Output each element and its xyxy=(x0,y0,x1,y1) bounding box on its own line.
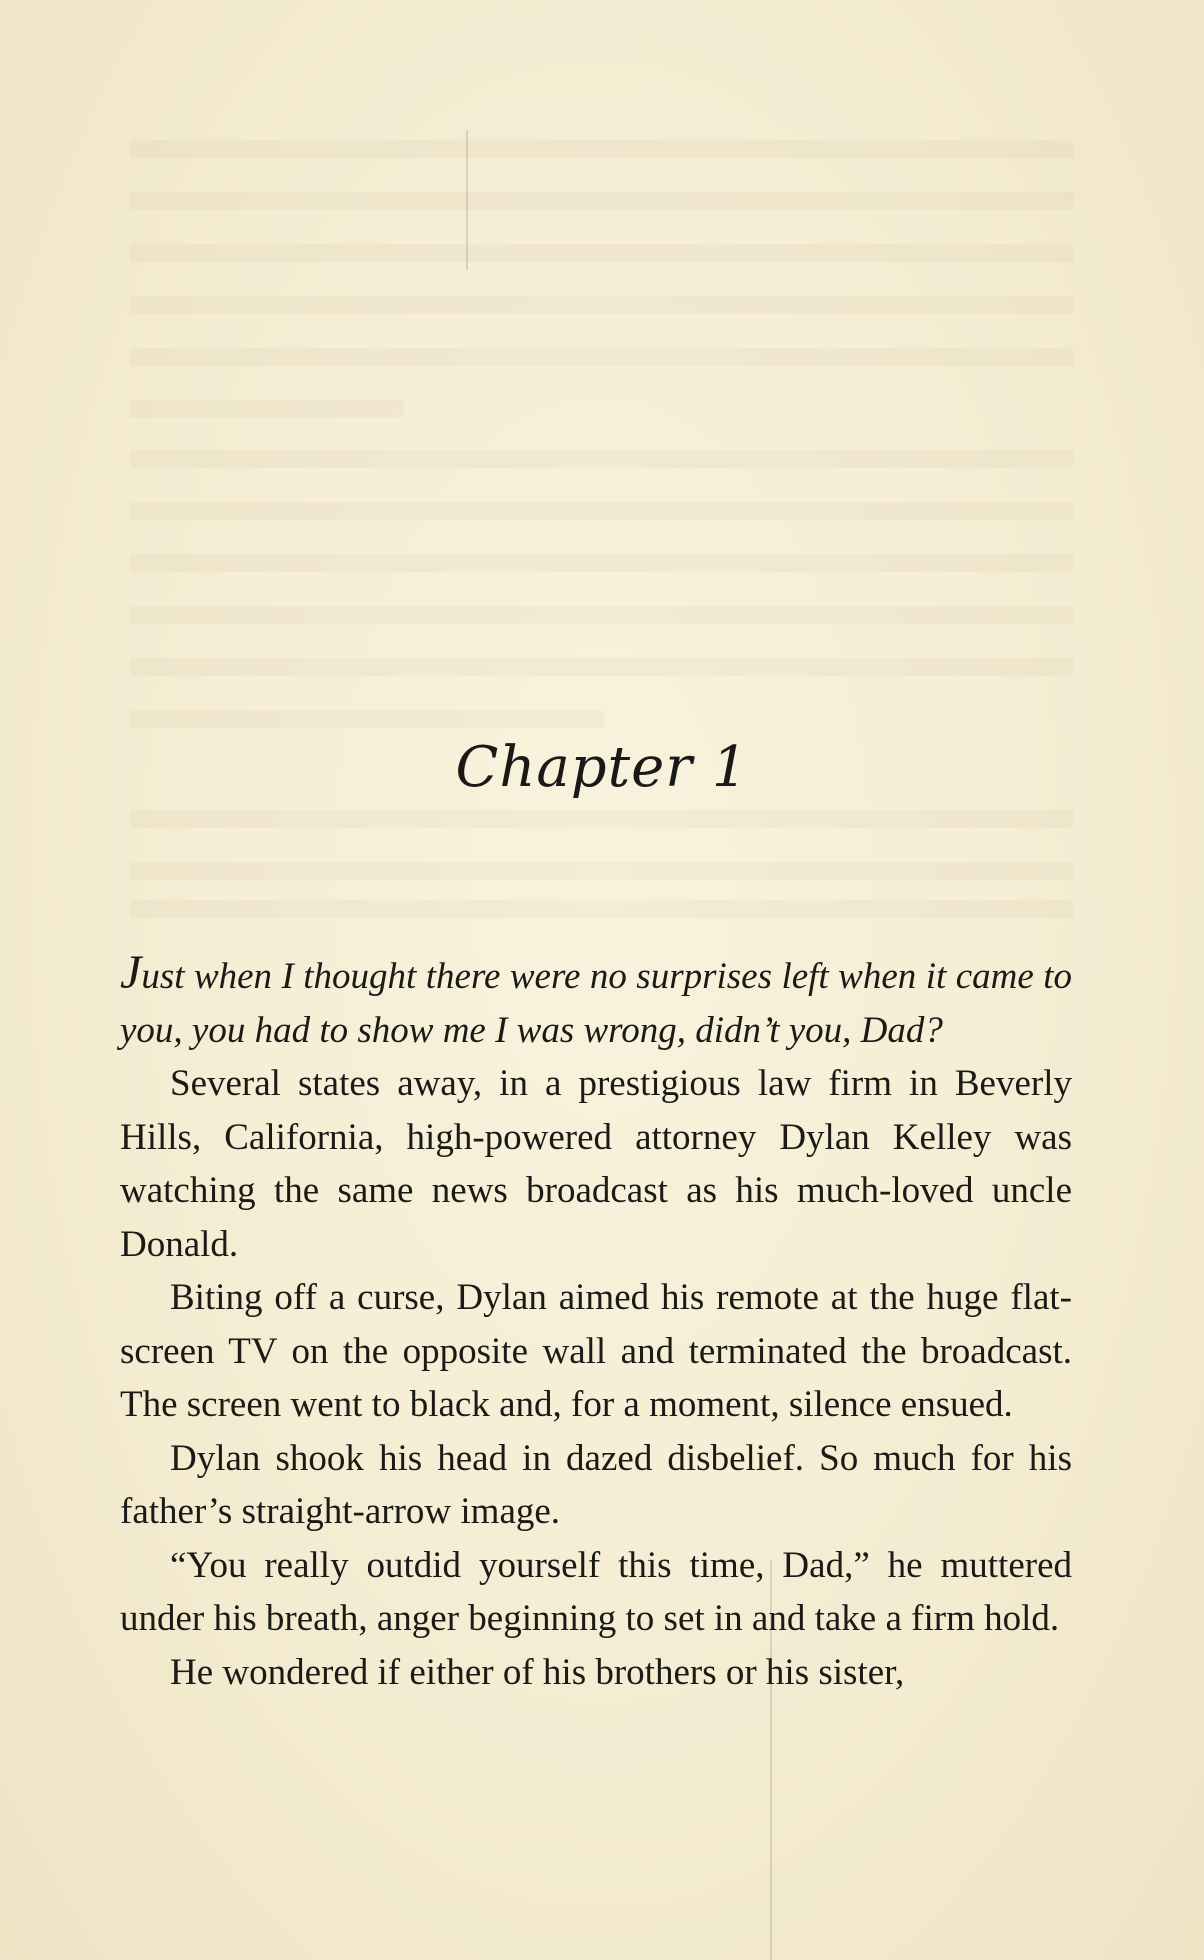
show-through-line xyxy=(130,400,404,418)
opening-text: ust when I thought there were no surprises left when it came to you, you had to show me I was wrong, didn’t you, Dad? xyxy=(120,956,1072,1051)
body-text xyxy=(120,946,1072,1699)
show-through-line xyxy=(130,296,1074,314)
show-through-line xyxy=(130,658,1074,676)
show-through-line xyxy=(130,140,1074,158)
page-crease xyxy=(466,130,468,270)
paragraph: Dylan shook his head in dazed disbelief. So much for his father’s straight-arrow image. xyxy=(120,1437,1072,1532)
opening-initial: J xyxy=(120,946,142,999)
show-through-line xyxy=(130,900,1074,918)
opening-paragraph xyxy=(120,946,1072,1057)
show-through-line xyxy=(130,810,1074,828)
show-through-line xyxy=(130,862,1074,880)
paragraph: He wondered if either of his brothers or his sister, xyxy=(170,1651,905,1693)
show-through-line xyxy=(130,348,1074,366)
show-through-line xyxy=(130,192,1074,210)
show-through-line xyxy=(130,450,1074,468)
show-through-line xyxy=(130,244,1074,262)
show-through-line xyxy=(130,606,1074,624)
paragraph: “You really outdid yourself this time, Dad,” he muttered under his breath, anger beginning to set in and take a firm hold. xyxy=(120,1544,1072,1639)
chapter-title: Chapter 1 xyxy=(455,735,749,800)
paragraph: Several states away, in a prestigious law firm in Beverly Hills, California, high-powered attorney Dylan Kelley was watching the same news broadcast as his much-loved uncle Donald. xyxy=(120,1063,1072,1265)
show-through-line xyxy=(130,710,604,728)
show-through-line xyxy=(130,502,1074,520)
paragraph: Biting off a curse, Dylan aimed his remote at the huge flat-screen TV on the opposite wall and terminated the broadcast. The screen went to black and, for a moment, silence ensued. xyxy=(120,1277,1072,1425)
show-through-line xyxy=(130,554,1074,572)
